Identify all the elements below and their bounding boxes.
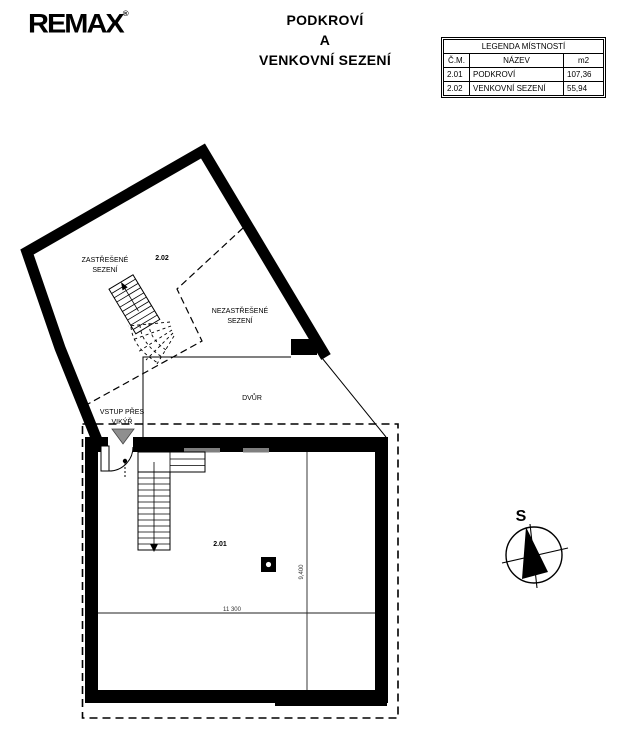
room-number: 2.02 (444, 82, 470, 96)
room-name: VENKOVNÍ SEZENÍ (470, 82, 564, 96)
uncovered-seating-label2: SEZENÍ (227, 318, 253, 325)
upper-staircase (109, 275, 160, 334)
page-title-line2: A (319, 32, 331, 48)
room-area: 107,36 (564, 68, 604, 82)
compass-north-arrow (502, 508, 568, 588)
door-pivot-dot (123, 459, 127, 463)
outdoor-walls (27, 151, 326, 440)
covered-seating-label: ZASTŘEŠENÉ (81, 257, 129, 264)
legend-col-area: m2 (564, 54, 604, 68)
compass-letter: S (515, 508, 527, 525)
wall-right (375, 437, 388, 703)
registered-mark: ® (122, 9, 129, 18)
page-title-line1: PODKROVÍ (286, 12, 364, 28)
lower-staircase (138, 452, 205, 552)
room-number-attic: 2.01 (213, 541, 227, 548)
faded-dimension-mark (243, 448, 269, 453)
chimney (261, 557, 276, 572)
legend-col-name: NÁZEV (470, 54, 564, 68)
uncovered-seating-label: NEZASTŘEŠENÉ (211, 308, 269, 315)
room-number: 2.01 (444, 68, 470, 82)
wall-notch (291, 339, 317, 355)
entrance-arrow-icon (112, 429, 134, 444)
page-title-line3: VENKOVNÍ SEZENÍ (258, 52, 392, 68)
entrance-label2: VIKÝŘ (111, 419, 133, 426)
dimension-right-height: 9,400 (299, 564, 305, 580)
entrance-label: VSTUP PŘES (99, 409, 145, 416)
property-boundary-dashed (83, 424, 399, 718)
covered-seating-label2: SEZENÍ (92, 267, 118, 274)
wall-left (85, 437, 98, 703)
room-number-outdoor: 2.02 (155, 255, 169, 262)
legend-title: LEGENDA MÍSTNOSTÍ (444, 40, 604, 54)
room-area: 55,94 (564, 82, 604, 96)
courtyard-label: DVŮR (242, 395, 262, 402)
remax-logo-text: REMAX (28, 9, 123, 39)
wall-bottom-step (275, 690, 387, 706)
legend-col-number: Č.M. (444, 54, 470, 68)
room-name: PODKROVÍ (470, 68, 564, 82)
entrance-door (101, 446, 133, 478)
attic-structure (85, 437, 388, 706)
outdoor-seating-structure (27, 151, 326, 440)
dimension-bottom-width: 11 300 (223, 607, 241, 613)
courtyard-outline (143, 357, 291, 437)
